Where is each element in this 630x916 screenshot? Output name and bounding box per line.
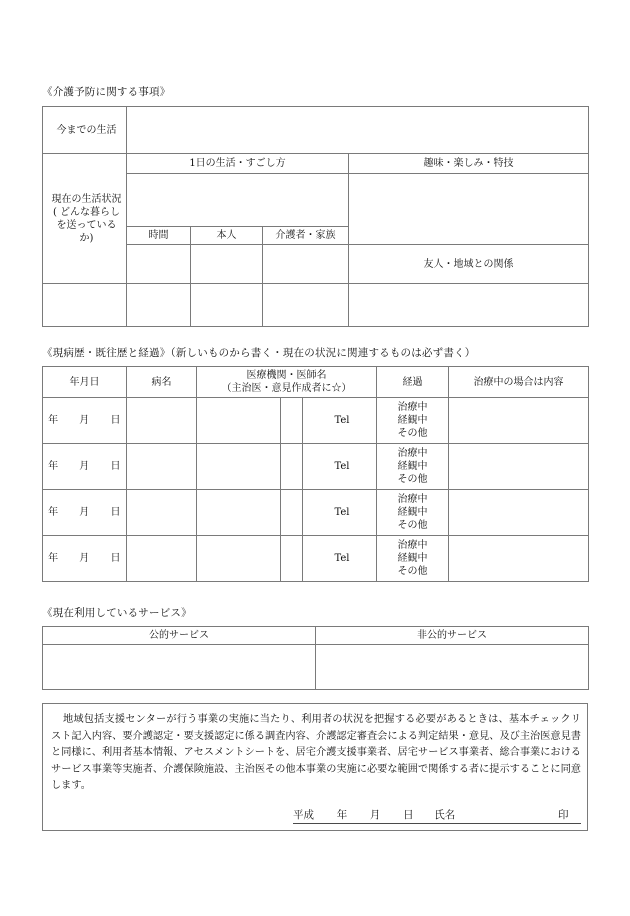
schedule-self-input[interactable] xyxy=(191,245,263,284)
consent-paragraph: 地域包括支援センターが行う事業の実施に当たり、利用者の状況を把握する必要があるときは、基本チェックリスト記入内容、要介護認定・要支援認定に係る調査内容、介護認定審査会による判定結果・意見、及び主治医意見書と同様に、利用者基本情報、アセスメントシートを、居宅介護支援事業者、居宅サービス事業者、総合事業におけるサービス事業等実施者、介護保険施設、主治医その他本事業の実施に必要な範囲で関係する者に提示することに同意します。 xyxy=(51,714,581,792)
friends-header: 友人・地域との関係 xyxy=(349,245,589,284)
past-life-label: 今までの生活 xyxy=(43,107,127,154)
table-row xyxy=(43,536,589,582)
section-heading-services: 《現在利用しているサービス》 xyxy=(42,607,192,619)
history-row-institution[interactable] xyxy=(197,444,281,490)
history-row-content[interactable] xyxy=(449,536,589,582)
progress-option-other[interactable]: その他 xyxy=(397,474,428,485)
era-label: 平成 xyxy=(293,809,314,821)
table-row xyxy=(43,490,589,536)
services-private-input[interactable] xyxy=(316,645,589,690)
progress-option-observing[interactable]: 経観中 xyxy=(397,553,428,564)
history-row-tel[interactable]: Tel xyxy=(303,398,377,444)
history-col-date: 年月日 xyxy=(43,367,127,398)
history-row-disease[interactable] xyxy=(127,444,197,490)
current-life-label: 現在の生活状況 ( どんな暮らしを送っているか) xyxy=(43,154,127,284)
day-label: 日 xyxy=(403,809,414,821)
history-row-disease[interactable] xyxy=(127,536,197,582)
history-row-content[interactable] xyxy=(449,444,589,490)
month-label: 月 xyxy=(369,809,381,821)
history-row-progress[interactable] xyxy=(377,398,449,444)
table-row xyxy=(43,645,589,690)
signature-line[interactable] xyxy=(293,808,581,824)
history-row-tel[interactable]: Tel xyxy=(303,444,377,490)
history-row-date[interactable]: 年 月 日 xyxy=(43,490,127,536)
daily-life-free-input[interactable] xyxy=(127,174,349,227)
history-row-institution[interactable] xyxy=(197,398,281,444)
history-row-tel[interactable]: Tel xyxy=(303,490,377,536)
section-heading-prevention: 《介護予防に関する事項》 xyxy=(42,86,171,98)
table-row xyxy=(43,398,589,444)
hobby-header: 趣味・楽しみ・特技 xyxy=(349,154,589,174)
hobby-input[interactable] xyxy=(349,174,589,245)
history-col-content: 治療中の場合は内容 xyxy=(449,367,589,398)
history-col-institution-line2: （主治医・意見作成者に☆） xyxy=(221,383,352,394)
schedule-col-time: 時間 xyxy=(127,227,191,245)
history-row-tel[interactable]: Tel xyxy=(303,536,377,582)
history-col-institution-line1: 医療機関・医師名 xyxy=(246,370,327,381)
history-row-star[interactable] xyxy=(281,490,303,536)
history-row-institution[interactable] xyxy=(197,490,281,536)
consent-box xyxy=(42,703,588,831)
history-row-date[interactable]: 年 月 日 xyxy=(43,536,127,582)
history-row-star[interactable] xyxy=(281,398,303,444)
progress-option-other[interactable]: その他 xyxy=(397,566,428,577)
seal-label: 印 xyxy=(557,809,569,821)
past-life-input[interactable] xyxy=(127,107,589,154)
schedule-col-caregiver: 介護者・家族 xyxy=(263,227,349,245)
schedule-caregiver-input[interactable] xyxy=(263,245,349,284)
year-label: 年 xyxy=(336,809,348,821)
name-label: 氏名 xyxy=(434,809,456,821)
table-row xyxy=(43,154,589,174)
services-public-input[interactable] xyxy=(43,645,316,690)
history-row-progress[interactable] xyxy=(377,444,449,490)
progress-option-other[interactable]: その他 xyxy=(397,520,428,531)
history-table xyxy=(42,366,589,582)
history-row-date[interactable]: 年 月 日 xyxy=(43,444,127,490)
history-row-star[interactable] xyxy=(281,536,303,582)
prevention-table xyxy=(42,106,589,327)
history-row-content[interactable] xyxy=(449,398,589,444)
table-row xyxy=(43,284,589,327)
table-header-row xyxy=(43,367,589,398)
history-row-disease[interactable] xyxy=(127,490,197,536)
history-row-progress[interactable] xyxy=(377,536,449,582)
services-table xyxy=(42,626,589,690)
services-col-public: 公的サービス xyxy=(43,627,316,645)
section-heading-history: 《現病歴・既往歴と経過》（新しいものから書く・現在の状況に関連するものは必ず書く） xyxy=(42,347,476,359)
progress-option-treating[interactable]: 治療中 xyxy=(397,494,428,505)
history-row-star[interactable] xyxy=(281,444,303,490)
history-row-content[interactable] xyxy=(449,490,589,536)
progress-option-treating[interactable]: 治療中 xyxy=(397,540,428,551)
schedule-col-self: 本人 xyxy=(191,227,263,245)
progress-option-treating[interactable]: 治療中 xyxy=(397,448,428,459)
friends-input[interactable] xyxy=(349,284,589,327)
history-row-institution[interactable] xyxy=(197,536,281,582)
history-col-progress: 経過 xyxy=(377,367,449,398)
table-row xyxy=(43,444,589,490)
progress-option-treating[interactable]: 治療中 xyxy=(397,402,428,413)
services-col-private: 非公的サービス xyxy=(316,627,589,645)
history-row-date[interactable]: 年 月 日 xyxy=(43,398,127,444)
daily-life-header: 1日の生活・すごし方 xyxy=(127,154,349,174)
table-row xyxy=(43,107,589,154)
progress-option-observing[interactable]: 経観中 xyxy=(397,507,428,518)
progress-option-other[interactable]: その他 xyxy=(397,428,428,439)
history-row-progress[interactable] xyxy=(377,490,449,536)
history-row-disease[interactable] xyxy=(127,398,197,444)
progress-option-observing[interactable]: 経観中 xyxy=(397,461,428,472)
schedule-time-input[interactable] xyxy=(127,245,191,284)
progress-option-observing[interactable]: 経観中 xyxy=(397,415,428,426)
history-col-institution xyxy=(197,367,377,398)
history-col-disease: 病名 xyxy=(127,367,197,398)
table-header-row xyxy=(43,627,589,645)
